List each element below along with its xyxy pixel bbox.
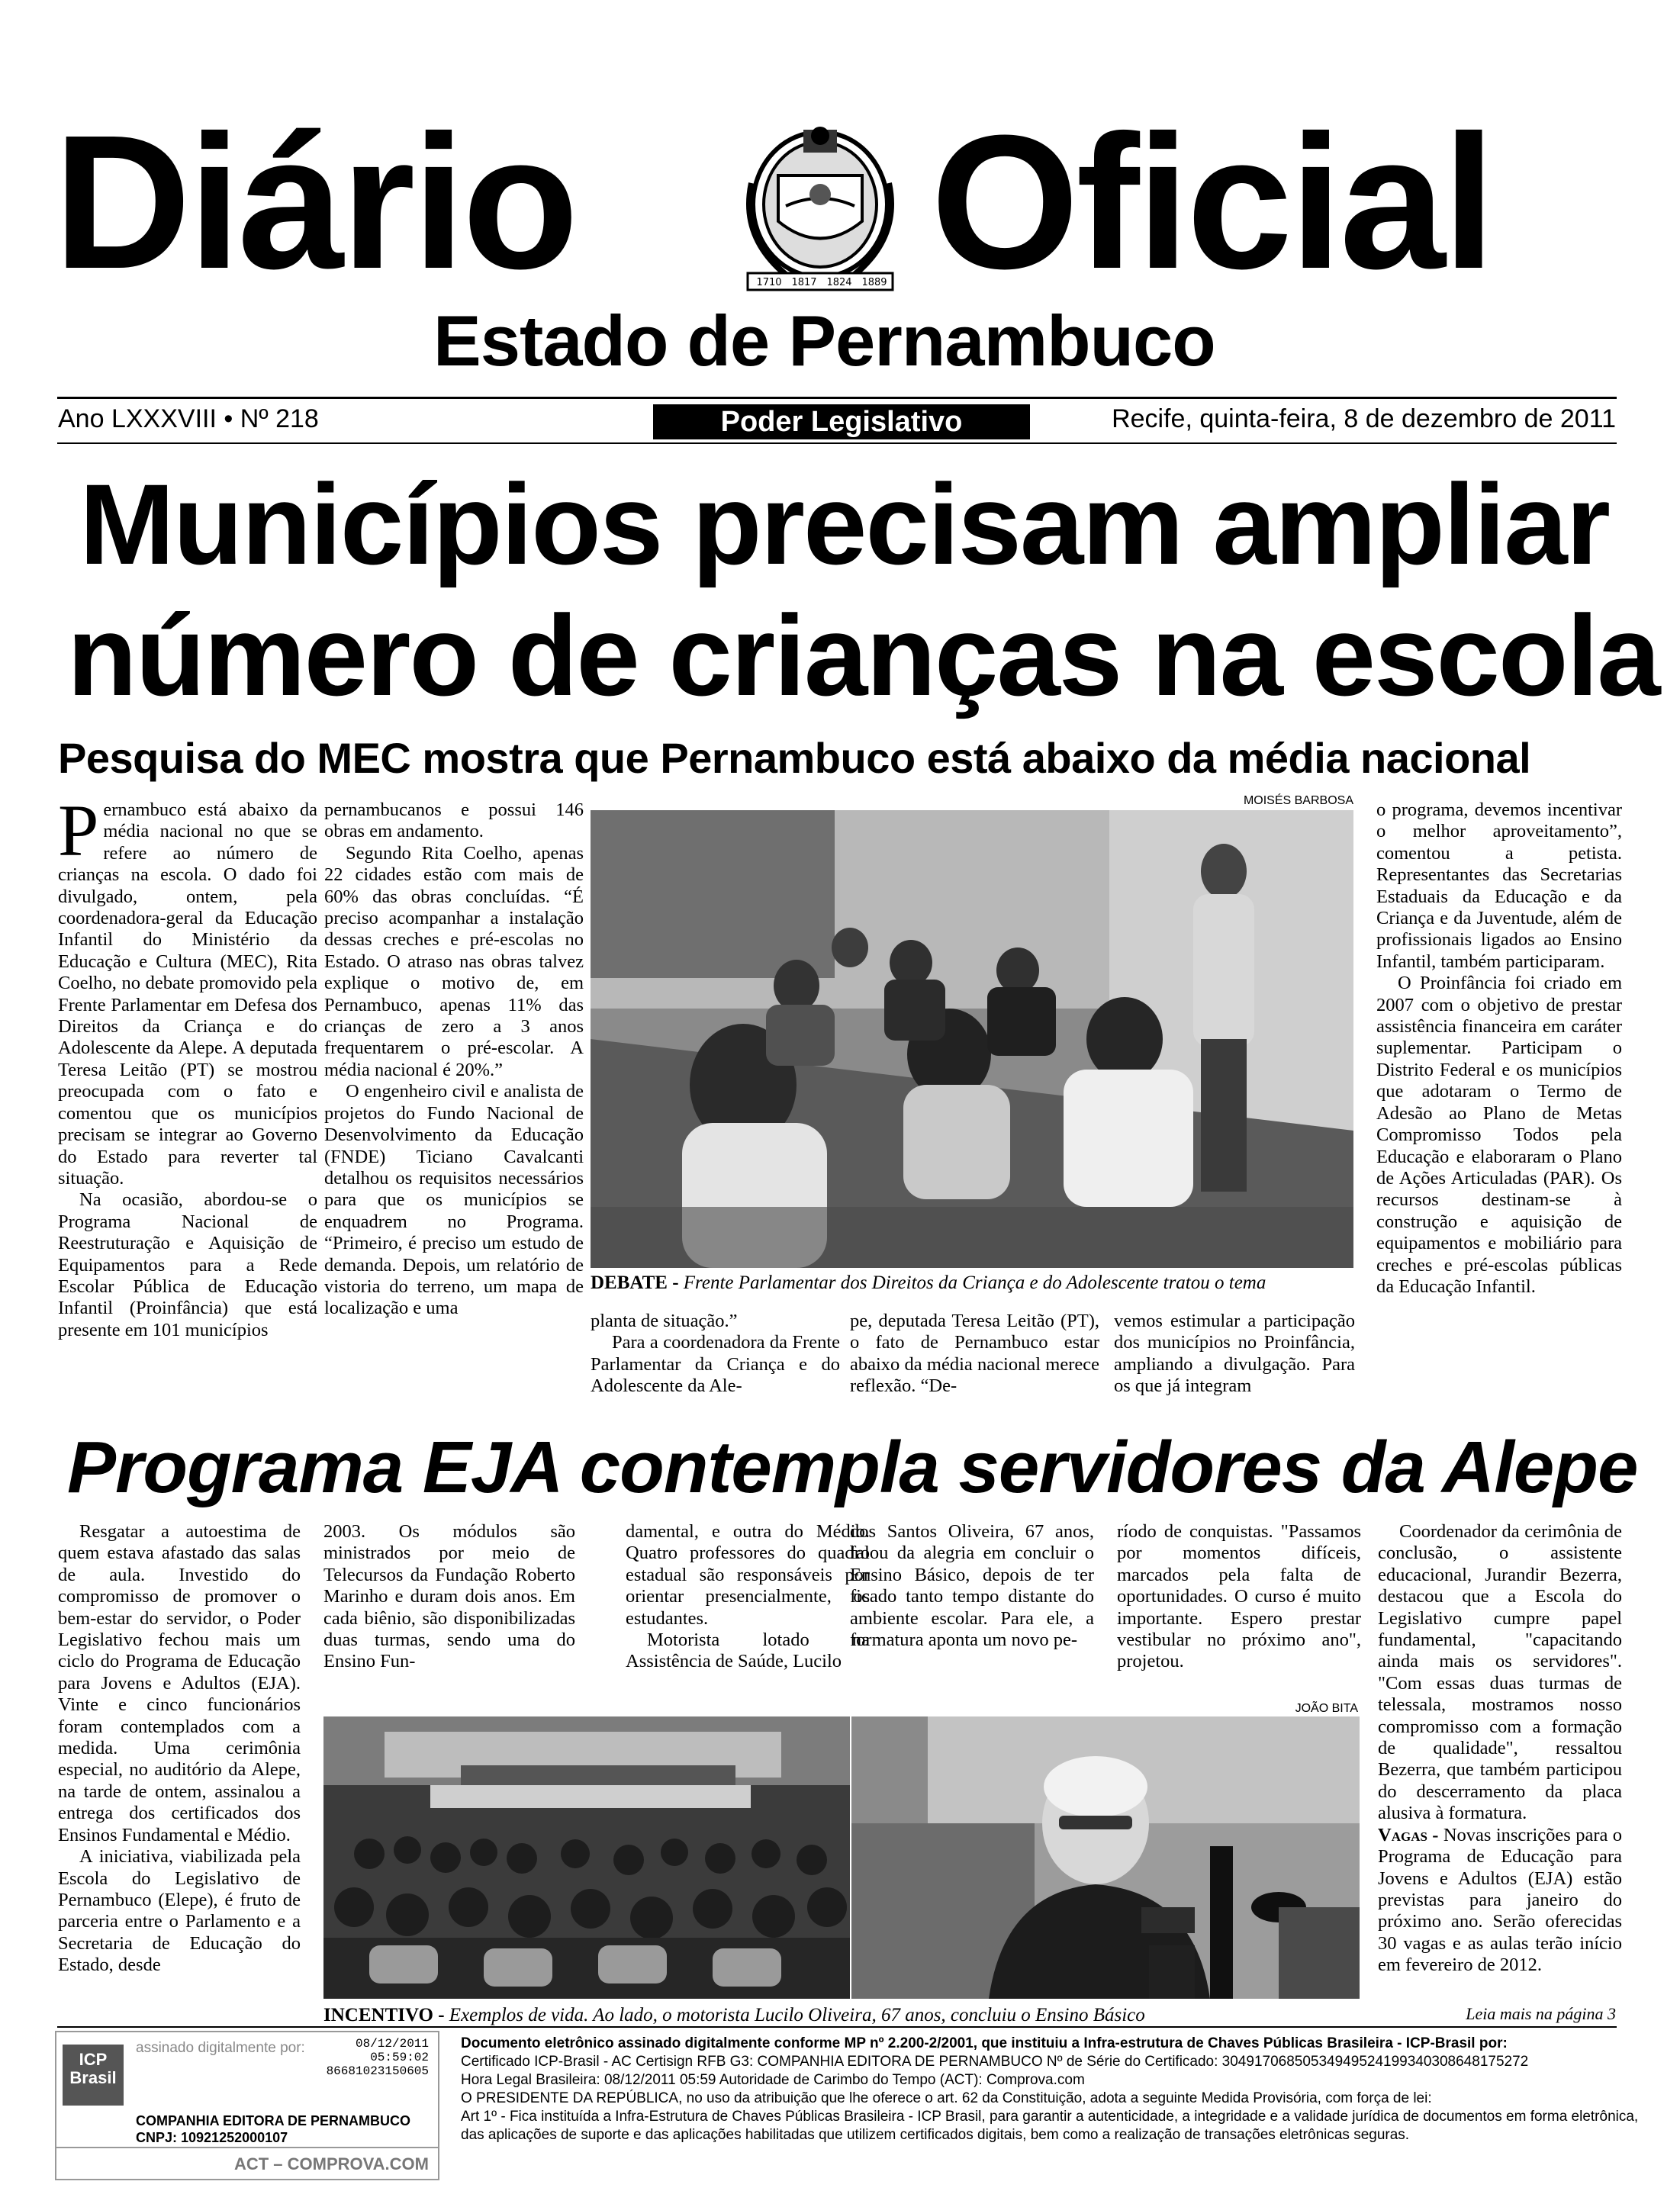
caption-label: DEBATE - bbox=[591, 1272, 679, 1293]
story1-photo-credit: MOISÉS BARBOSA bbox=[1243, 794, 1353, 807]
story2-column-1 bbox=[58, 1521, 301, 1977]
story1-under-col-2 bbox=[850, 1311, 1099, 1398]
story1-col5-para1: o programa, devemos incentivar o melhor aproveitamento”, comentou a petista. Representantes das Secretarias Estaduais da Educação e da Criança e da Juventude, além de profissionais ligados ao Ensino Infantil, também participaram. bbox=[1376, 800, 1622, 972]
footer-line-5: Art 1º - Fica instituída a Infra-Estrutura de Chaves Públicas Brasileira - ICP Brasil, para garantir a autenticidade, a integridade e a validade jurídica de documentos em forma eletrônica, bbox=[461, 2109, 1639, 2125]
footer-line-4: O PRESIDENTE DA REPÚBLICA, no uso da atribuição que lhe oferece o art. 62 da Constituição, adota a seguinte Medida Provisória, com força de lei: bbox=[461, 2090, 1432, 2106]
icp-brasil-logo: ICP Brasil bbox=[63, 2045, 124, 2106]
story1-headline-line2: número de crianças na escola bbox=[67, 591, 1659, 719]
stamp-cnpj: CNPJ: 10921252000107 bbox=[136, 2130, 288, 2145]
masthead-title-left: Diário bbox=[53, 95, 576, 308]
footer-line-1: Documento eletrônico assinado digitalmente conforme MP nº 2.200-2/2001, que instituiu a Infra-estrutura de Chaves Públicas Brasileira - ICP-Brasil por: bbox=[461, 2035, 1508, 2051]
caption2-label: INCENTIVO - bbox=[323, 2005, 445, 2025]
story1-column-1 bbox=[58, 790, 317, 1341]
story2-column-4 bbox=[850, 1521, 1094, 1651]
story1-column-5 bbox=[1376, 800, 1622, 1298]
masthead-subtitle: Estado de Pernambuco bbox=[433, 301, 1215, 381]
dropcap: P bbox=[58, 790, 99, 871]
vagas-label: Vagas - bbox=[1378, 1824, 1439, 1845]
stamp-timestamp bbox=[327, 2037, 429, 2078]
stamp-time: 05:59:02 bbox=[370, 2051, 429, 2064]
story2-col6-vagas: Novas inscrições para o Programa de Educação para Jovens e Adultos (EJA) estão previstas para janeiro do próximo ano. Serão oferecidas 30 vagas e as aulas terão início em fevereiro de 2012. bbox=[1378, 1824, 1622, 1976]
story1-under-col-1 bbox=[591, 1311, 840, 1398]
story1-under-col1-p1: planta de situação.” bbox=[591, 1311, 738, 1331]
story2-column-6 bbox=[1378, 1521, 1622, 1977]
stamp-code: 86681023150605 bbox=[326, 2064, 429, 2078]
story2-col5-para1: ríodo de conquistas. "Passamos por momentos difíceis, marcados pela falta de oportunidades. O curso é muito importante. Espero prestar vestibular no próximo ano", projetou. bbox=[1117, 1521, 1361, 1672]
digital-signature-stamp bbox=[55, 2031, 439, 2180]
story1-col1-para1: ernambuco está abaixo da média nacional no que se refere ao número de crianças na escola. O dado foi divulgado, ontem, pela coordenadora-geral da Educação Infantil do Ministério da Educação e Cultura (MEC), Rita Coelho, no debate promovido pela Frente Parlamentar em Defesa dos Direitos da Criança e do Adolescente da Alepe. A deputada Teresa Leitão (PT) se mostrou preocupada com o fato e comentou que os municípios precisam se integrar ao Governo do Estado para reverter tal situação. bbox=[58, 800, 317, 1189]
story1-col5-para2: O Proinfância foi criado em 2007 com o objetivo de prestar assistência financeira em caráter suplementar. Participam o Distrito Federal e os municípios que adotaram o Termo de Adesão ao Plano de Metas Compromisso Todos pela Educação e elaboraram o Plano de Ações Articuladas (PAR). Os recursos destinam-se à construção e aquisição de equipamentos e mobiliário para creches e pré-escolas públicas da Educação Infantil. bbox=[1376, 973, 1622, 1297]
stamp-divider bbox=[56, 2147, 438, 2148]
footer-line-6: das aplicações de suporte e das aplicações habilitadas que utilizem certificados digitais, bem como a realização de transações eletrônicas seguras. bbox=[461, 2127, 1410, 2143]
story2-column-3 bbox=[626, 1521, 870, 1673]
footer-line-3: Hora Legal Brasileira: 08/12/2011 05:59 Autoridade de Carimbo do Tempo (ACT): Comprova.com bbox=[461, 2072, 1085, 2088]
stamp-company: COMPANHIA EDITORA DE PERNAMBUCO bbox=[136, 2113, 411, 2128]
footer-rule bbox=[57, 2026, 1617, 2028]
seal-year-3: 1824 bbox=[826, 277, 852, 288]
story2-col1-para2: A iniciativa, viabilizada pela Escola do Legislativo de Pernambuco (Elepe), é fruto de parceria entre o Parlamento e a Secretaria de Educação do Estado, desde bbox=[58, 1846, 301, 1976]
masthead-rule-top bbox=[57, 397, 1617, 399]
caption-text: Frente Parlamentar dos Direitos da Criança e do Adolescente tratou o tema bbox=[683, 1272, 1266, 1293]
story1-column-2 bbox=[324, 800, 584, 1320]
story2-col3-para2: Motorista lotado na Assistência de Saúde, Lucilo bbox=[626, 1630, 870, 1672]
story1-under-col1-p2: Para a coordenadora da Frente Parlamentar da Criança e do Adolescente da Ale- bbox=[591, 1332, 840, 1397]
stamp-act: ACT – COMPROVA.COM bbox=[233, 2154, 429, 2173]
story2-col6-para1: Coordenador da cerimônia de conclusão, o assistente educacional, Jurandir Bezerra, destacou que a Escola do Legislativo cumpre papel fundamental, "capacitando ainda mais os servidores". "Com essas duas turmas de telessala, mostramos nosso compromisso com a formação de qualidade", ressaltou Bezerra, que também participou do descerramento da placa alusiva à formatura. bbox=[1378, 1521, 1622, 1824]
seal-year-4: 1889 bbox=[861, 277, 887, 288]
story2-photo-caption bbox=[323, 2005, 1145, 2026]
footer-line-2: Certificado ICP-Brasil - AC Certisign RFB G3: COMPANHIA EDITORA DE PERNAMBUCO Nº de Série do Certificado: 30491706850534949524199340308648175272 bbox=[461, 2054, 1529, 2070]
story2-column-2 bbox=[323, 1521, 575, 1673]
story2-col4-para1: dos Santos Oliveira, 67 anos, falou da alegria em concluir o Ensino Básico, depois de ter ficado tanto tempo distante do ambiente escolar. Para ele, a formatura aponta um novo pe- bbox=[850, 1521, 1094, 1651]
interview-photo bbox=[851, 1716, 1360, 1999]
story1-col2-para2: Segundo Rita Coelho, apenas 22 cidades estão com mais de 60% das obras concluídas. “É preciso acompanhar a instalação dessas creches e pré-escolas no Estado. O atraso nas obras talvez explique o motivo de, em Pernambuco, apenas 11% das crianças de zero a 3 anos frequentarem o pré-escolar. A média nacional é 20%.” bbox=[324, 842, 584, 1080]
story1-headline-line1: Municípios precisam ampliar bbox=[79, 460, 1609, 588]
story1-col2-para1: pernambucanos e possui 146 obras em andamento. bbox=[324, 800, 584, 842]
story2-col3-para1: damental, e outra do Médio. Quatro professores do quadro estadual são responsáveis por orientar presencialmente, os estudantes. bbox=[626, 1521, 870, 1629]
coat-of-arms-seal bbox=[725, 122, 916, 298]
story1-under-col3-p1: vemos estimular a participação dos municípios no Proinfância, ampliando a divulgação. Para os que já integram bbox=[1114, 1311, 1355, 1397]
story2-column-5 bbox=[1117, 1521, 1361, 1673]
issue-dateline: Recife, quinta-feira, 8 de dezembro de 2011 bbox=[1112, 404, 1616, 433]
masthead-rule-bottom bbox=[57, 442, 1617, 444]
continued-notice: Leia mais na página 3 bbox=[1466, 2004, 1616, 2023]
auditorium-photo bbox=[323, 1716, 850, 1999]
caption2-text: Exemplos de vida. Ao lado, o motorista Lucilo Oliveira, 67 anos, concluiu o Ensino Básico bbox=[449, 2005, 1145, 2025]
stamp-label: assinado digitalmente por: bbox=[136, 2040, 305, 2056]
story2-col1-para1: Resgatar a autoestima de quem estava afastado das salas de aula. Investido do compromisso de promover o bem-estar do servidor, o Poder Legislativo fechou mais um ciclo do Programa de Educação para Jovens e Adultos (EJA). Vinte e cinco funcionários foram contemplados com a medida. Uma cerimônia especial, no auditório da Alepe, na tarde de ontem, assinalou a entrega dos certificados dos Ensinos Fundamental e Médio. bbox=[58, 1521, 301, 1845]
story1-deck: Pesquisa do MEC mostra que Pernambuco está abaixo da média nacional bbox=[58, 734, 1531, 782]
stamp-date: 08/12/2011 bbox=[355, 2037, 429, 2051]
issue-volume: Ano LXXXVIII • Nº 218 bbox=[58, 404, 319, 433]
story2-headline: Programa EJA contempla servidores da Alepe bbox=[67, 1427, 1638, 1508]
story1-under-col-3 bbox=[1114, 1311, 1355, 1398]
story2-col2-para1: 2003. Os módulos são ministrados por meio de Telecursos da Fundação Roberto Marinho e duram dois anos. Em cada biênio, são disponibilizadas duas turmas, sendo uma do Ensino Fun- bbox=[323, 1521, 575, 1672]
seal-year-1: 1710 bbox=[756, 277, 782, 288]
section-banner: Poder Legislativo bbox=[653, 404, 1030, 439]
story1-col1-para2: Na ocasião, abordou-se o Programa Nacional de Reestruturação e Aquisição de Equipamentos para a Rede Escolar Pública de Educação Infantil (Proinfância) que está presente em 101 municípios bbox=[58, 1189, 317, 1340]
seal-year-2: 1817 bbox=[791, 277, 817, 288]
story1-photo-caption bbox=[591, 1272, 1266, 1294]
story1-col2-para3: O engenheiro civil e analista de projetos do Fundo Nacional de Desenvolvimento da Educação (FNDE) Ticiano Cavalcanti detalhou os requisitos necessários para que os municípios se enquadrem no Programa. “Primeiro, é preciso um estudo de demanda. Depois, um relatório de vistoria do terreno, um mapa de localização e uma bbox=[324, 1081, 584, 1319]
story1-under-col2-p1: pe, deputada Teresa Leitão (PT), o fato de Pernambuco estar abaixo da média nacional merece reflexão. “De- bbox=[850, 1311, 1099, 1397]
masthead-title-right: Oficial bbox=[931, 95, 1493, 308]
story2-photo-credit: JOÃO BITA bbox=[1295, 1702, 1358, 1715]
debate-photo bbox=[591, 810, 1353, 1268]
